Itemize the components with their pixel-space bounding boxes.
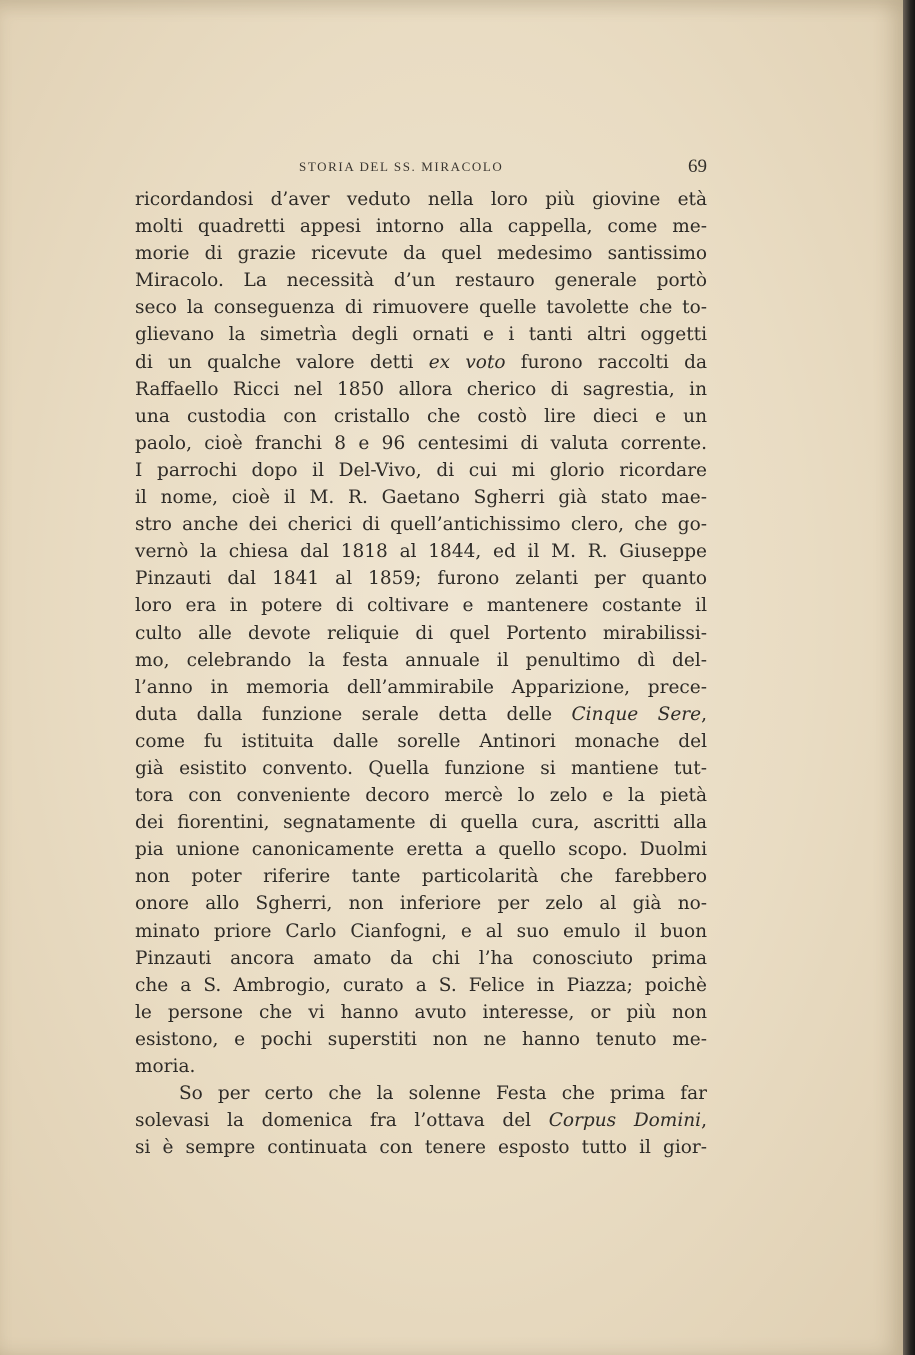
- text-line: [135, 1107, 707, 1134]
- text-line: Raffaello Ricci nel 1850 allora cherico di sagrestia, in: [135, 378, 707, 400]
- page-header: [135, 156, 707, 180]
- text-line: seco la conseguenza di rimuovere quelle tavolette che to-: [135, 297, 707, 319]
- text-line: come fu istituita dalle sorelle Antinori monache del: [135, 730, 707, 752]
- text-line: onore allo Sgherri, non inferiore per zelo al già no-: [135, 893, 707, 915]
- text-line: paolo, cioè franchi 8 e 96 centesimi di valuta corrente.: [135, 432, 707, 454]
- text-line: tora con conveniente decoro mercè lo zelo e la pietà: [135, 785, 707, 807]
- page-number: 69: [688, 156, 707, 177]
- text-line: l’anno in memoria dell’ammirabile Apparizione, prece-: [135, 676, 707, 698]
- text-segment: ,: [701, 703, 707, 725]
- italic-term-ex-voto: ex voto: [428, 351, 506, 373]
- text-line: loro era in potere di coltivare e mantenere costante il: [135, 595, 707, 617]
- italic-term-corpus-domini: Corpus Domini: [548, 1110, 702, 1132]
- text-line: esistono, e pochi superstiti non ne hanno tenuto me-: [135, 1028, 707, 1050]
- text-line: Pinzauti ancora amato da chi l’ha conosciuto prima: [135, 947, 707, 969]
- text-line: [135, 349, 707, 376]
- book-spine-edge: [903, 0, 915, 1355]
- text-line: glievano la simetrìa degli ornati e i tanti altri oggetti: [135, 324, 707, 346]
- text-line: [135, 701, 707, 728]
- text-line: mo, celebrando la festa annuale il penultimo dì del-: [135, 649, 707, 671]
- text-segment: solevasi la domenica fra l’ottava del: [135, 1110, 532, 1132]
- text-line: I parrochi dopo il Del-Vivo, di cui mi glorio ricordare: [135, 459, 707, 481]
- text-line: Pinzauti dal 1841 al 1859; furono zelanti per quanto: [135, 568, 707, 590]
- text-line: So per certo che la solenne Festa che prima far: [179, 1083, 707, 1105]
- text-line: ricordandosi d’aver veduto nella loro più giovine età: [135, 189, 707, 210]
- text-line: già esistito convento. Quella funzione si mantiene tut-: [135, 757, 707, 779]
- text-line: che a S. Ambrogio, curato a S. Felice in Piazza; poichè: [135, 974, 707, 996]
- text-line: le persone che vi hanno avuto interesse, or più non: [135, 1001, 707, 1023]
- text-line: stro anche dei cherici di quell’antichissimo clero, che go-: [135, 514, 707, 536]
- text-line: una custodia con cristallo che costò lire dieci e un: [135, 405, 707, 427]
- text-segment: ,: [701, 1110, 707, 1132]
- text-line: vernò la chiesa dal 1818 al 1844, ed il M. R. Giuseppe: [135, 541, 707, 563]
- text-line: morie di grazie ricevute da quel medesimo santissimo: [135, 243, 707, 265]
- running-title: STORIA DEL SS. MIRACOLO: [299, 159, 504, 174]
- body-text: [135, 186, 707, 1161]
- text-segment: furono raccolti da: [520, 351, 707, 373]
- text-line: si è sempre continuata con tenere esposto tutto il gior-: [135, 1137, 707, 1159]
- text-line: minato priore Carlo Cianfogni, e al suo emulo il buon: [135, 920, 707, 942]
- text-segment: duta dalla funzione serale detta delle: [135, 703, 553, 725]
- italic-term-cinque-sere: Cinque Sere: [571, 703, 702, 725]
- text-line: molti quadretti appesi intorno alla cappella, come me-: [135, 216, 707, 238]
- text-line: non poter riferire tante particolarità che farebbero: [135, 866, 707, 888]
- text-line: dei fiorentini, segnatamente di quella cura, ascritti alla: [135, 812, 707, 834]
- text-line: il nome, cioè il M. R. Gaetano Sgherri già stato mae-: [135, 487, 707, 509]
- text-line: Miracolo. La necessità d’un restauro generale portò: [135, 270, 707, 292]
- text-line: moria.: [135, 1056, 196, 1077]
- text-line: pia unione canonicamente eretta a quello scopo. Duolmi: [135, 839, 707, 861]
- text-segment: di un qualche valore detti: [135, 351, 414, 373]
- text-line: culto alle devote reliquie di quel Portento mirabilissi-: [135, 622, 707, 644]
